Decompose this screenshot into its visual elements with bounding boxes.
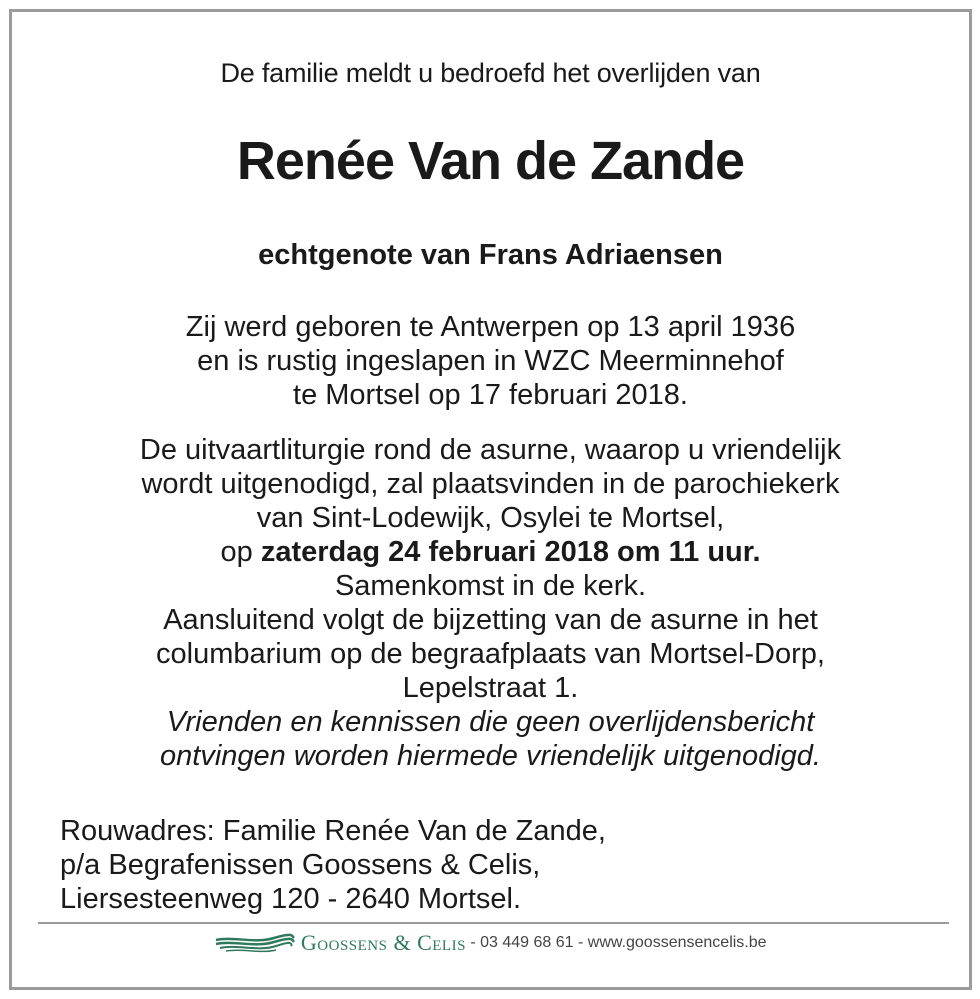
funeral-home-footer xyxy=(12,930,969,960)
birth-death-block xyxy=(12,310,969,412)
deceased-name: Renée Van de Zande xyxy=(236,131,745,191)
address-line: Rouwadres: Familie Renée Van de Zande, xyxy=(60,815,606,847)
gathering-line: Samenkomst in de kerk. xyxy=(334,570,647,602)
funeral-home-contact: - 03 449 68 61 - www.goossensencelis.be xyxy=(465,934,767,951)
interment-line: columbarium op de begraafplaats van Mortsel-Dorp, xyxy=(156,638,825,670)
spouse-line: echtgenote van Frans Adriaensen xyxy=(258,239,723,271)
address-line: Liersesteenweg 120 - 2640 Mortsel. xyxy=(60,883,522,915)
passing-place-line: te Mortsel op 17 februari 2018. xyxy=(293,379,688,411)
ceremony-line: van Sint-Lodewijk, Osylei te Mortsel, xyxy=(256,502,725,534)
obituary-notice xyxy=(9,9,972,990)
ceremony-date: zaterdag 24 februari 2018 om 11 uur. xyxy=(260,536,761,568)
birth-line: Zij werd geboren te Antwerpen op 13 april 1936 xyxy=(185,311,796,343)
intro-text: De familie meldt u bedroefd het overlijden van xyxy=(220,58,761,88)
ceremony-line: De uitvaartliturgie rond de asurne, waarop u vriendelijk xyxy=(139,434,842,466)
funeral-home-name: Goossens & Celis xyxy=(300,930,466,955)
interment-address: Lepelstraat 1. xyxy=(402,672,579,704)
address-line: p/a Begrafenissen Goossens & Celis, xyxy=(60,849,541,881)
footer-divider xyxy=(38,922,949,924)
passing-line: en is rustig ingeslapen in WZC Meerminnehof xyxy=(197,345,784,377)
invitation-note: Vrienden en kennissen die geen overlijdensbericht xyxy=(166,706,815,738)
mourning-address xyxy=(60,814,606,916)
ceremony-block xyxy=(12,433,969,773)
wave-logo-icon xyxy=(214,932,296,954)
ceremony-date-line xyxy=(12,535,969,569)
interment-line: Aansluitend volgt de bijzetting van de asurne in het xyxy=(163,604,818,636)
date-prefix: op xyxy=(220,536,261,568)
invitation-note: ontvingen worden hiermede vriendelijk uitgenodigd. xyxy=(160,740,821,772)
ceremony-line: wordt uitgenodigd, zal plaatsvinden in de parochiekerk xyxy=(141,468,840,500)
